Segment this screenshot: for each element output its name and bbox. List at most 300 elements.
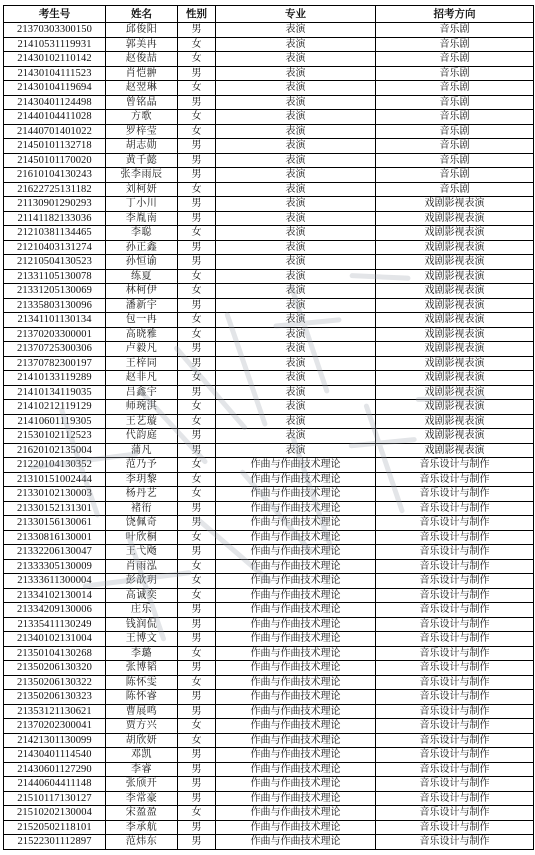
direction-cell: 音乐设计与制作 <box>376 603 534 618</box>
exam-number-cell: 21430104119694 <box>4 81 106 96</box>
direction-cell: 戏剧影视表演 <box>376 414 534 429</box>
gender-cell: 女 <box>178 110 216 125</box>
exam-number-cell: 21334209130006 <box>4 603 106 618</box>
gender-cell: 男 <box>178 298 216 313</box>
gender-cell: 男 <box>178 95 216 110</box>
gender-cell: 男 <box>178 501 216 516</box>
gender-cell: 男 <box>178 545 216 560</box>
table-row <box>4 429 534 444</box>
major-cell: 表演 <box>216 37 376 52</box>
name-cell: 叶欣桐 <box>106 530 178 545</box>
direction-cell: 音乐剧 <box>376 66 534 81</box>
table-row <box>4 719 534 734</box>
name-cell: 钱润侃 <box>106 617 178 632</box>
major-cell: 表演 <box>216 342 376 357</box>
exam-number-cell: 21520502118101 <box>4 820 106 835</box>
major-cell: 表演 <box>216 327 376 342</box>
major-cell: 作曲与作曲技术理论 <box>216 748 376 763</box>
gender-cell: 女 <box>178 414 216 429</box>
gender-cell: 男 <box>178 777 216 792</box>
table-row <box>4 66 534 81</box>
direction-cell: 音乐设计与制作 <box>376 806 534 821</box>
direction-cell: 戏剧影视表演 <box>376 255 534 270</box>
gender-cell: 女 <box>178 81 216 96</box>
name-cell: 李玥黎 <box>106 472 178 487</box>
major-cell: 表演 <box>216 371 376 386</box>
exam-number-cell: 21341101130134 <box>4 313 106 328</box>
table-row <box>4 81 534 96</box>
exam-number-cell: 21440104411028 <box>4 110 106 125</box>
table-row <box>4 458 534 473</box>
gender-cell: 女 <box>178 487 216 502</box>
gender-cell: 男 <box>178 632 216 647</box>
gender-cell: 女 <box>178 675 216 690</box>
table-row <box>4 124 534 139</box>
gender-cell: 男 <box>178 443 216 458</box>
major-cell: 表演 <box>216 95 376 110</box>
exam-number-cell: 21330816130001 <box>4 530 106 545</box>
table-row <box>4 327 534 342</box>
exam-number-cell: 21330152131301 <box>4 501 106 516</box>
major-cell: 作曲与作曲技术理论 <box>216 777 376 792</box>
exam-number-cell: 21331105130078 <box>4 269 106 284</box>
direction-cell: 音乐剧 <box>376 95 534 110</box>
table-row <box>4 139 534 154</box>
major-cell: 表演 <box>216 153 376 168</box>
direction-cell: 音乐设计与制作 <box>376 762 534 777</box>
exam-number-cell: 21450101132718 <box>4 139 106 154</box>
table-row <box>4 632 534 647</box>
exam-number-cell: 21310151002444 <box>4 472 106 487</box>
name-cell: 张颀开 <box>106 777 178 792</box>
table-row <box>4 559 534 574</box>
direction-cell: 戏剧影视表演 <box>376 327 534 342</box>
gender-cell: 女 <box>178 719 216 734</box>
exam-number-cell: 21340102131004 <box>4 632 106 647</box>
gender-cell: 女 <box>178 52 216 67</box>
direction-cell: 戏剧影视表演 <box>376 429 534 444</box>
gender-cell: 男 <box>178 820 216 835</box>
exam-number-cell: 21430102110142 <box>4 52 106 67</box>
gender-cell: 男 <box>178 762 216 777</box>
column-header-major: 专业 <box>216 6 376 23</box>
table-row <box>4 762 534 777</box>
exam-number-cell: 21430104111523 <box>4 66 106 81</box>
exam-number-cell: 21331205130069 <box>4 284 106 299</box>
name-cell: 师琬淇 <box>106 400 178 415</box>
exam-number-cell: 21335411130249 <box>4 617 106 632</box>
major-cell: 作曲与作曲技术理论 <box>216 675 376 690</box>
name-cell: 丁小川 <box>106 197 178 212</box>
name-cell: 赵非凡 <box>106 371 178 386</box>
direction-cell: 音乐设计与制作 <box>376 574 534 589</box>
exam-number-cell: 21440604411148 <box>4 777 106 792</box>
exam-number-cell: 21350104130268 <box>4 646 106 661</box>
exam-number-cell: 21370202300041 <box>4 719 106 734</box>
gender-cell: 男 <box>178 835 216 850</box>
gender-cell: 男 <box>178 617 216 632</box>
major-cell: 表演 <box>216 255 376 270</box>
major-cell: 作曲与作曲技术理论 <box>216 632 376 647</box>
direction-cell: 音乐设计与制作 <box>376 791 534 806</box>
major-cell: 作曲与作曲技术理论 <box>216 574 376 589</box>
gender-cell: 男 <box>178 153 216 168</box>
table-row <box>4 748 534 763</box>
gender-cell: 女 <box>178 284 216 299</box>
gender-cell: 男 <box>178 748 216 763</box>
name-cell: 胡欣妍 <box>106 733 178 748</box>
gender-cell: 女 <box>178 588 216 603</box>
table-row <box>4 37 534 52</box>
table-row <box>4 545 534 560</box>
exam-number-cell: 21421301130099 <box>4 733 106 748</box>
exam-number-cell: 21510117130127 <box>4 791 106 806</box>
table-row <box>4 487 534 502</box>
major-cell: 表演 <box>216 110 376 125</box>
header-row <box>4 6 534 23</box>
major-cell: 表演 <box>216 124 376 139</box>
exam-number-cell: 21350206130322 <box>4 675 106 690</box>
name-cell: 方歌 <box>106 110 178 125</box>
table-row <box>4 226 534 241</box>
name-cell: 张李雨辰 <box>106 168 178 183</box>
exam-number-cell: 21210403131274 <box>4 240 106 255</box>
gender-cell: 男 <box>178 516 216 531</box>
direction-cell: 音乐设计与制作 <box>376 501 534 516</box>
exam-number-cell: 21450101170020 <box>4 153 106 168</box>
name-cell: 范炜东 <box>106 835 178 850</box>
direction-cell: 音乐设计与制作 <box>376 458 534 473</box>
name-cell: 陈怀睿 <box>106 690 178 705</box>
major-cell: 作曲与作曲技术理论 <box>216 690 376 705</box>
direction-cell: 戏剧影视表演 <box>376 240 534 255</box>
direction-cell: 音乐设计与制作 <box>376 545 534 560</box>
major-cell: 作曲与作曲技术理论 <box>216 559 376 574</box>
table-row <box>4 385 534 400</box>
direction-cell: 戏剧影视表演 <box>376 342 534 357</box>
name-cell: 李璐 <box>106 646 178 661</box>
table-row <box>4 298 534 313</box>
name-cell: 吕鑫宇 <box>106 385 178 400</box>
gender-cell: 男 <box>178 197 216 212</box>
major-cell: 作曲与作曲技术理论 <box>216 545 376 560</box>
major-cell: 作曲与作曲技术理论 <box>216 835 376 850</box>
name-cell: 罗梓莹 <box>106 124 178 139</box>
direction-cell: 音乐剧 <box>376 124 534 139</box>
table-row <box>4 153 534 168</box>
exam-number-cell: 21350206130323 <box>4 690 106 705</box>
table-row <box>4 690 534 705</box>
name-cell: 包一冉 <box>106 313 178 328</box>
name-cell: 李承航 <box>106 820 178 835</box>
table-row <box>4 197 534 212</box>
column-header-direction: 招考方向 <box>376 6 534 23</box>
name-cell: 宋盈盈 <box>106 806 178 821</box>
direction-cell: 戏剧影视表演 <box>376 371 534 386</box>
name-cell: 胡志勋 <box>106 139 178 154</box>
direction-cell: 音乐设计与制作 <box>376 777 534 792</box>
table-row <box>4 603 534 618</box>
direction-cell: 音乐设计与制作 <box>376 675 534 690</box>
table-row <box>4 400 534 415</box>
table-row <box>4 182 534 197</box>
name-cell: 高诚奕 <box>106 588 178 603</box>
gender-cell: 男 <box>178 704 216 719</box>
exam-number-cell: 21410531119931 <box>4 37 106 52</box>
gender-cell: 男 <box>178 240 216 255</box>
direction-cell: 戏剧影视表演 <box>376 197 534 212</box>
direction-cell: 戏剧影视表演 <box>376 356 534 371</box>
table-row <box>4 661 534 676</box>
gender-cell: 男 <box>178 429 216 444</box>
gender-cell: 女 <box>178 733 216 748</box>
direction-cell: 音乐设计与制作 <box>376 646 534 661</box>
gender-cell: 男 <box>178 661 216 676</box>
direction-cell: 戏剧影视表演 <box>376 226 534 241</box>
name-cell: 饶佩奇 <box>106 516 178 531</box>
gender-cell: 女 <box>178 226 216 241</box>
exam-number-cell: 21370203300001 <box>4 327 106 342</box>
major-cell: 表演 <box>216 385 376 400</box>
major-cell: 作曲与作曲技术理论 <box>216 516 376 531</box>
exam-number-cell: 21370782300197 <box>4 356 106 371</box>
major-cell: 表演 <box>216 52 376 67</box>
major-cell: 作曲与作曲技术理论 <box>216 487 376 502</box>
name-cell: 赵翌琳 <box>106 81 178 96</box>
name-cell: 王弋飏 <box>106 545 178 560</box>
major-cell: 表演 <box>216 400 376 415</box>
major-cell: 作曲与作曲技术理论 <box>216 588 376 603</box>
gender-cell: 男 <box>178 603 216 618</box>
major-cell: 表演 <box>216 226 376 241</box>
table-row <box>4 675 534 690</box>
gender-cell: 女 <box>178 182 216 197</box>
name-cell: 刘柯妍 <box>106 182 178 197</box>
table-row <box>4 472 534 487</box>
exam-number-cell: 21330102130003 <box>4 487 106 502</box>
direction-cell: 戏剧影视表演 <box>376 211 534 226</box>
name-cell: 黄千懿 <box>106 153 178 168</box>
major-cell: 作曲与作曲技术理论 <box>216 603 376 618</box>
major-cell: 表演 <box>216 66 376 81</box>
direction-cell: 音乐设计与制作 <box>376 704 534 719</box>
table-row <box>4 443 534 458</box>
name-cell: 王艺璇 <box>106 414 178 429</box>
gender-cell: 男 <box>178 791 216 806</box>
gender-cell: 男 <box>178 168 216 183</box>
name-cell: 李睿 <box>106 762 178 777</box>
name-cell: 邱俊阳 <box>106 23 178 38</box>
major-cell: 作曲与作曲技术理论 <box>216 617 376 632</box>
name-cell: 高晓雅 <box>106 327 178 342</box>
exam-number-cell: 21370725300306 <box>4 342 106 357</box>
table-row <box>4 574 534 589</box>
major-cell: 作曲与作曲技术理论 <box>216 762 376 777</box>
gender-cell: 男 <box>178 211 216 226</box>
name-cell: 赵俊喆 <box>106 52 178 67</box>
gender-cell: 女 <box>178 646 216 661</box>
direction-cell: 音乐设计与制作 <box>376 632 534 647</box>
direction-cell: 戏剧影视表演 <box>376 400 534 415</box>
exam-number-cell: 21333305130009 <box>4 559 106 574</box>
exam-number-cell: 21410601119305 <box>4 414 106 429</box>
table-row <box>4 52 534 67</box>
direction-cell: 音乐设计与制作 <box>376 516 534 531</box>
direction-cell: 戏剧影视表演 <box>376 269 534 284</box>
table-row <box>4 284 534 299</box>
admission-list-table <box>3 5 534 850</box>
direction-cell: 戏剧影视表演 <box>376 443 534 458</box>
direction-cell: 音乐剧 <box>376 37 534 52</box>
major-cell: 作曲与作曲技术理论 <box>216 733 376 748</box>
gender-cell: 男 <box>178 139 216 154</box>
major-cell: 作曲与作曲技术理论 <box>216 806 376 821</box>
table-row <box>4 23 534 38</box>
name-cell: 潘新宇 <box>106 298 178 313</box>
name-cell: 蒲凡 <box>106 443 178 458</box>
exam-number-cell: 21370303300150 <box>4 23 106 38</box>
name-cell: 庄乐 <box>106 603 178 618</box>
direction-cell: 音乐设计与制作 <box>376 559 534 574</box>
table-row <box>4 313 534 328</box>
major-cell: 表演 <box>216 313 376 328</box>
table-row <box>4 95 534 110</box>
exam-number-cell: 21335803130096 <box>4 298 106 313</box>
direction-cell: 戏剧影视表演 <box>376 298 534 313</box>
name-cell: 范乃予 <box>106 458 178 473</box>
direction-cell: 音乐剧 <box>376 110 534 125</box>
name-cell: 李胤南 <box>106 211 178 226</box>
direction-cell: 音乐剧 <box>376 153 534 168</box>
name-cell: 卢毅凡 <box>106 342 178 357</box>
major-cell: 表演 <box>216 168 376 183</box>
direction-cell: 音乐设计与制作 <box>376 588 534 603</box>
name-cell: 孙正鑫 <box>106 240 178 255</box>
major-cell: 作曲与作曲技术理论 <box>216 646 376 661</box>
direction-cell: 音乐剧 <box>376 23 534 38</box>
direction-cell: 音乐设计与制作 <box>376 487 534 502</box>
gender-cell: 女 <box>178 400 216 415</box>
major-cell: 表演 <box>216 240 376 255</box>
major-cell: 作曲与作曲技术理论 <box>216 661 376 676</box>
name-cell: 彭歆玥 <box>106 574 178 589</box>
exam-number-cell: 21622725131182 <box>4 182 106 197</box>
gender-cell: 女 <box>178 530 216 545</box>
exam-number-cell: 21330156130061 <box>4 516 106 531</box>
direction-cell: 音乐设计与制作 <box>376 733 534 748</box>
direction-cell: 音乐剧 <box>376 139 534 154</box>
gender-cell: 男 <box>178 23 216 38</box>
exam-number-cell: 21430601127290 <box>4 762 106 777</box>
major-cell: 作曲与作曲技术理论 <box>216 820 376 835</box>
name-cell: 曹展鸣 <box>106 704 178 719</box>
column-header-exam-number: 考生号 <box>4 6 106 23</box>
gender-cell: 女 <box>178 559 216 574</box>
major-cell: 表演 <box>216 356 376 371</box>
name-cell: 贾方兴 <box>106 719 178 734</box>
major-cell: 作曲与作曲技术理论 <box>216 704 376 719</box>
gender-cell: 女 <box>178 327 216 342</box>
table-row <box>4 704 534 719</box>
gender-cell: 女 <box>178 124 216 139</box>
direction-cell: 音乐设计与制作 <box>376 472 534 487</box>
exam-number-cell: 21410134119035 <box>4 385 106 400</box>
gender-cell: 男 <box>178 255 216 270</box>
gender-cell: 男 <box>178 690 216 705</box>
table-body <box>4 23 534 850</box>
exam-number-cell: 21430401114540 <box>4 748 106 763</box>
table-row <box>4 356 534 371</box>
name-cell: 曾铭晶 <box>106 95 178 110</box>
exam-number-cell: 21141182133036 <box>4 211 106 226</box>
direction-cell: 音乐设计与制作 <box>376 530 534 545</box>
exam-number-cell: 21332206130047 <box>4 545 106 560</box>
direction-cell: 音乐设计与制作 <box>376 617 534 632</box>
gender-cell: 女 <box>178 472 216 487</box>
table-row <box>4 820 534 835</box>
major-cell: 作曲与作曲技术理论 <box>216 458 376 473</box>
table-row <box>4 501 534 516</box>
gender-cell: 女 <box>178 458 216 473</box>
exam-number-cell: 21530102112523 <box>4 429 106 444</box>
major-cell: 表演 <box>216 23 376 38</box>
name-cell: 张博韬 <box>106 661 178 676</box>
column-header-name: 姓名 <box>106 6 178 23</box>
table-row <box>4 777 534 792</box>
gender-cell: 男 <box>178 342 216 357</box>
column-header-gender: 性别 <box>178 6 216 23</box>
exam-number-cell: 21350206130320 <box>4 661 106 676</box>
table-row <box>4 791 534 806</box>
direction-cell: 戏剧影视表演 <box>376 313 534 328</box>
exam-number-cell: 21610104130243 <box>4 168 106 183</box>
major-cell: 作曲与作曲技术理论 <box>216 719 376 734</box>
table-row <box>4 110 534 125</box>
name-cell: 孙恒谕 <box>106 255 178 270</box>
exam-number-cell: 21334102130014 <box>4 588 106 603</box>
table-row <box>4 168 534 183</box>
major-cell: 表演 <box>216 298 376 313</box>
direction-cell: 音乐设计与制作 <box>376 719 534 734</box>
gender-cell: 女 <box>178 371 216 386</box>
gender-cell: 女 <box>178 269 216 284</box>
major-cell: 表演 <box>216 269 376 284</box>
exam-number-cell: 21410212119129 <box>4 400 106 415</box>
name-cell: 郭美冉 <box>106 37 178 52</box>
name-cell: 林柯伊 <box>106 284 178 299</box>
table-row <box>4 211 534 226</box>
exam-number-cell: 21410133119289 <box>4 371 106 386</box>
name-cell: 代韵庭 <box>106 429 178 444</box>
table-row <box>4 617 534 632</box>
table-row <box>4 835 534 850</box>
exam-number-cell: 21510202130004 <box>4 806 106 821</box>
direction-cell: 音乐设计与制作 <box>376 748 534 763</box>
major-cell: 表演 <box>216 81 376 96</box>
exam-number-cell: 21440701401022 <box>4 124 106 139</box>
exam-number-cell: 21220104130352 <box>4 458 106 473</box>
exam-number-cell: 21210504130523 <box>4 255 106 270</box>
name-cell: 李常豪 <box>106 791 178 806</box>
table-row <box>4 342 534 357</box>
direction-cell: 音乐设计与制作 <box>376 690 534 705</box>
major-cell: 表演 <box>216 414 376 429</box>
name-cell: 王梓同 <box>106 356 178 371</box>
table-row <box>4 588 534 603</box>
table-row <box>4 255 534 270</box>
name-cell: 肖恺翀 <box>106 66 178 81</box>
table-row <box>4 516 534 531</box>
